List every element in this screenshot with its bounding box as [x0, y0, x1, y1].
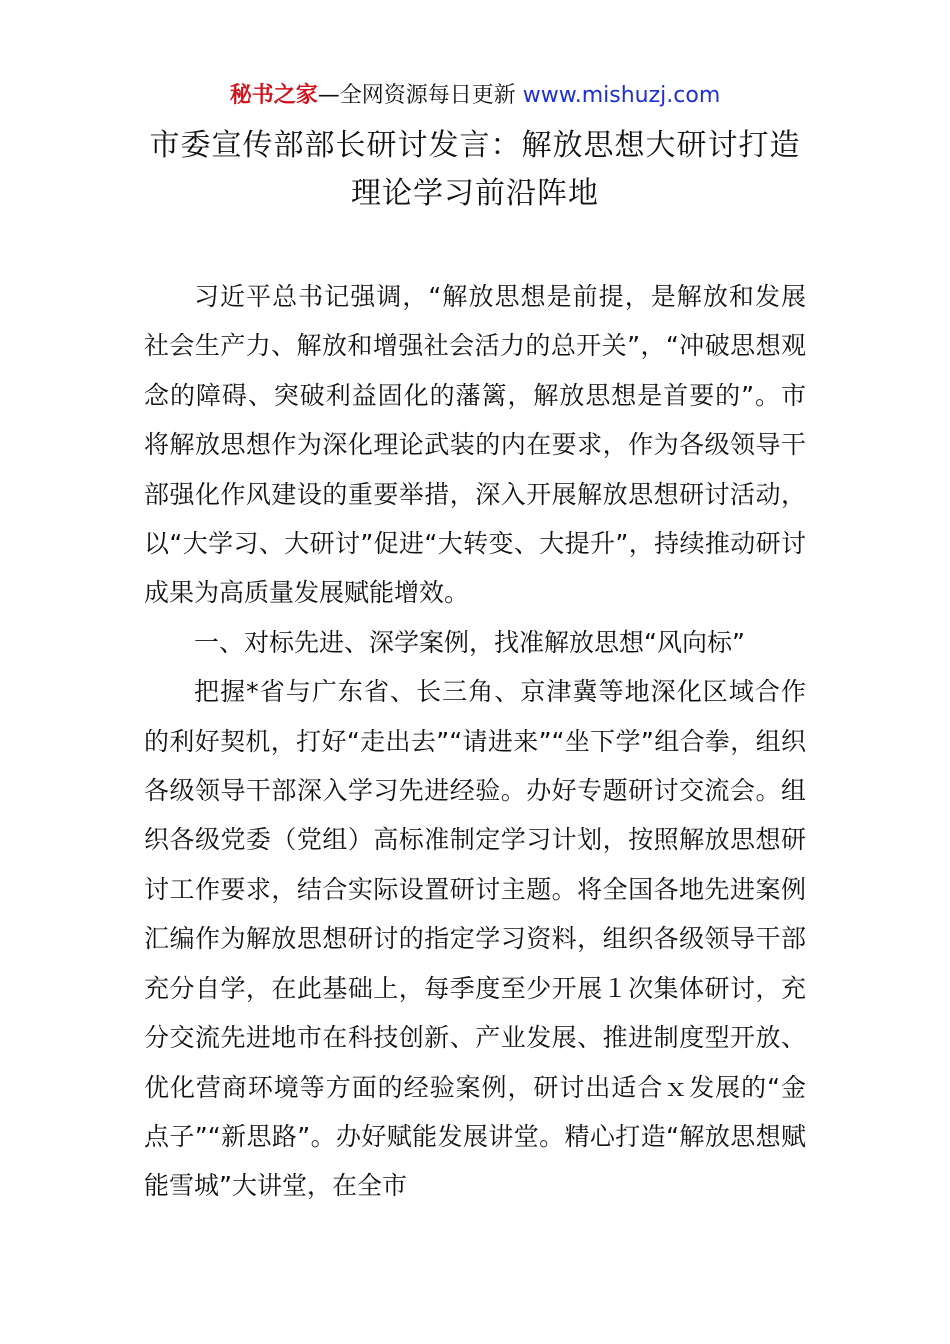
paragraph-body: 把握*省与广东省、长三角、京津冀等地深化区域合作的利好契机，打好“走出去”“请进来”“坐下学”组合拳，组织各级领导干部深入学习先进经验。办好专题研讨交流会。组织各级党委（党组）高标准制定学习计划，按照解放思想研讨工作要求，结合实际设置研讨主题。将全国各地先进案例汇编作为解放思想研讨的指定学习资料，组织各级领导干部充分自学，在此基础上，每季度至少开展１次集体研讨，充分交流先进地市在科技创新、产业发展、推进制度型开放、优化营商环境等方面的经验案例，研讨出适合ｘ发展的“金点子”“新思路”。办好赋能发展讲堂。精心打造“解放思想赋能雪城”大讲堂，在全市	[144, 677, 806, 1201]
header-tagline: —全网资源每日更新	[317, 83, 523, 108]
section-heading: 一、对标先进、深学案例，找准解放思想“风向标”	[194, 627, 745, 657]
brand-name: 秘书之家	[229, 83, 318, 108]
document-title: 市委宣传部部长研讨发言：解放思想大研讨打造理论学习前沿阵地	[149, 128, 801, 211]
paragraph-intro: 习近平总书记强调，“解放思想是前提，是解放和发展社会生产力、解放和增强社会活力的总开关”，“冲破思想观念的障碍、突破利益固化的藩篱，解放思想是首要的”。市将解放思想作为深化理论武装的内在要求，作为各级领导干部强化作风建设的重要举措，深入开展解放思想研讨活动，以“大学习、大研讨”促进“大转变、大提升”，持续推动研讨成果为高质量发展赋能增效。	[144, 282, 806, 608]
document-body	[144, 272, 806, 1211]
site-url[interactable]: www.mishuzj.com	[522, 83, 721, 108]
site-header	[0, 80, 950, 112]
